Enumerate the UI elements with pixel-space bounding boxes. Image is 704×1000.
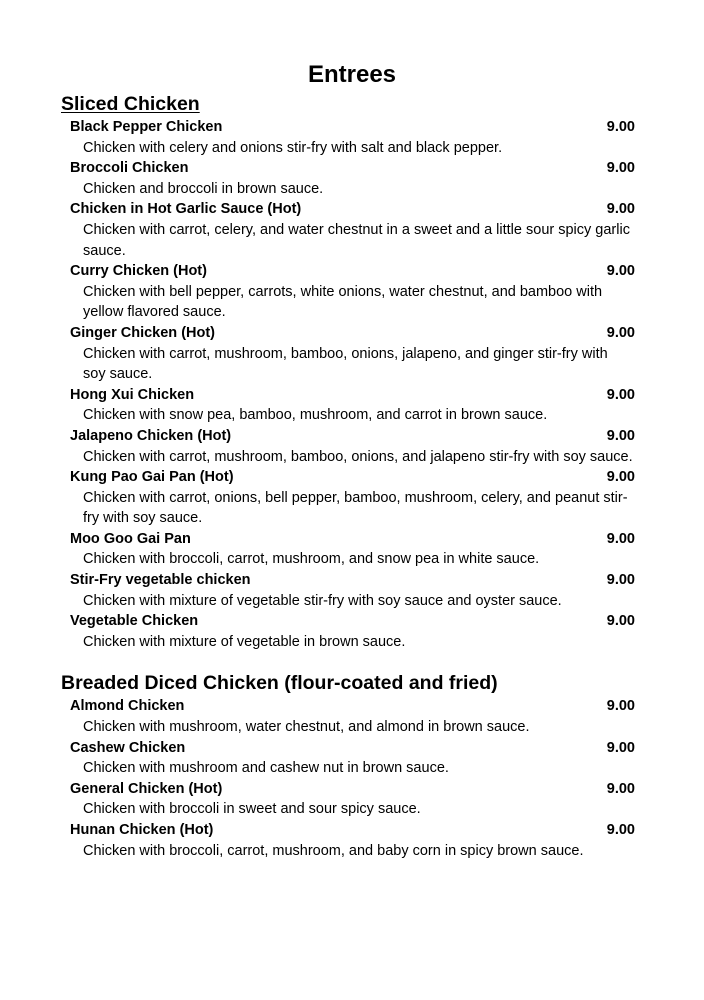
item-header [61,611,635,632]
menu-item [61,696,639,737]
item-description: Chicken with snow pea, bamboo, mushroom, and carrot in brown sauce. [83,407,548,424]
item-header [61,323,635,344]
menu-item [61,323,639,385]
item-name: Hong Xui Chicken [70,386,195,403]
item-header [61,820,635,841]
menu-item [61,820,639,861]
item-name: General Chicken (Hot) [70,780,223,797]
item-description: Chicken with carrot, mushroom, bamboo, onions, jalapeno, and ginger stir-fry with soy sauce. [83,345,608,383]
item-header [61,696,635,717]
section-title: Breaded Diced Chicken (flour-coated and fried) [61,672,498,695]
item-name: Ginger Chicken (Hot) [70,324,216,341]
item-header [61,738,635,759]
item-description: Chicken with carrot, onions, bell pepper, bamboo, mushroom, celery, and peanut stir-fry with soy sauce. [83,489,628,527]
menu-item [61,611,639,652]
item-description: Chicken with broccoli, carrot, mushroom, and snow pea in white sauce. [83,551,540,568]
item-header [61,426,635,447]
item-price: 9.00 [606,739,635,756]
item-description: Chicken with carrot, celery, and water chestnut in a sweet and a little sour spicy garlic sauce. [83,221,630,259]
menu-item [61,570,639,611]
item-price: 9.00 [606,572,635,589]
item-header [61,570,635,591]
menu-item [61,738,639,779]
item-name: Curry Chicken (Hot) [70,263,207,280]
item-name: Cashew Chicken [70,739,186,756]
item-name: Almond Chicken [70,698,185,715]
item-price: 9.00 [606,201,635,218]
item-price: 9.00 [606,780,635,797]
item-name: Black Pepper Chicken [70,119,223,135]
menu-item [61,779,639,820]
item-price: 9.00 [606,698,635,715]
section-sliced-chicken [61,92,639,652]
item-description: Chicken and broccoli in brown sauce. [83,180,324,197]
item-description: Chicken with mixture of vegetable in brown sauce. [83,633,406,650]
menu-item [61,467,639,529]
item-price: 9.00 [606,386,635,403]
item-description: Chicken with mushroom, water chestnut, and almond in brown sauce. [83,719,530,736]
item-name: Hunan Chicken (Hot) [70,822,214,838]
menu-item [61,385,639,426]
item-header [61,385,635,406]
item-price: 9.00 [606,160,635,177]
item-name: Vegetable Chicken [70,613,199,630]
item-name: Broccoli Chicken [70,160,189,177]
item-description: Chicken with broccoli, carrot, mushroom, and baby corn in spicy brown sauce. [83,842,584,859]
item-header [61,158,635,179]
section-title: Sliced Chicken [61,93,200,115]
menu-item [61,158,639,199]
item-description: Chicken with mixture of vegetable stir-fry with soy sauce and oyster sauce. [83,592,562,609]
section-breaded-diced-chicken [61,671,639,861]
item-name: Chicken in Hot Garlic Sauce (Hot) [70,201,302,218]
menu-item [61,261,639,323]
item-header [61,261,635,282]
item-header [61,467,635,488]
item-name: Stir-Fry vegetable chicken [70,572,251,589]
item-header [61,117,635,138]
item-header [61,199,635,220]
item-price: 9.00 [606,530,635,547]
item-header [61,529,635,550]
item-description: Chicken with bell pepper, carrots, white onions, water chestnut, and bamboo with yellow flavored sauce. [83,283,603,321]
item-name: Moo Goo Gai Pan [70,530,191,547]
item-header [61,779,635,800]
page-title: Entrees [307,61,397,88]
item-name: Jalapeno Chicken (Hot) [70,427,232,444]
item-price: 9.00 [606,427,635,444]
item-description: Chicken with carrot, mushroom, bamboo, onions, and jalapeno stir-fry with soy sauce. [83,448,633,465]
menu-item [61,199,639,261]
item-price: 9.00 [606,119,635,135]
item-price: 9.00 [606,469,635,486]
item-description: Chicken with broccoli in sweet and sour spicy sauce. [83,801,421,818]
item-price: 9.00 [606,613,635,630]
item-price: 9.00 [606,263,635,280]
item-description: Chicken with mushroom and cashew nut in brown sauce. [83,760,449,777]
menu-item [61,529,639,570]
item-price: 9.00 [606,324,635,341]
item-description: Chicken with celery and onions stir-fry with salt and black pepper. [83,139,503,156]
item-price: 9.00 [606,822,635,838]
menu-item [61,117,639,158]
menu-item [61,426,639,467]
item-name: Kung Pao Gai Pan (Hot) [70,469,234,486]
